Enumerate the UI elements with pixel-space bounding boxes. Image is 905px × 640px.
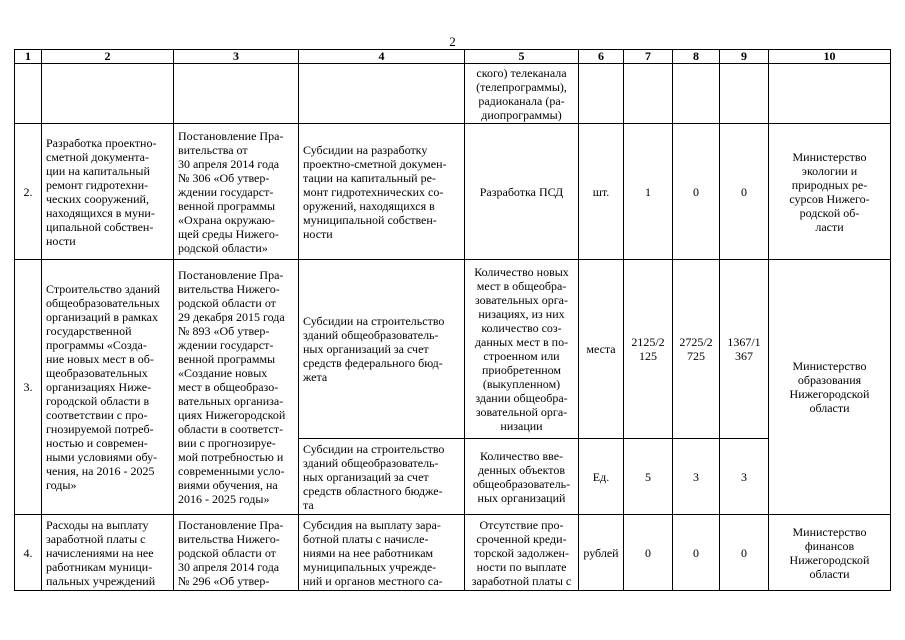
row-number: 4. bbox=[15, 515, 42, 591]
ministry-cell: Министерство экологии и природных ре- сурсов Нижего- родской об- ласти bbox=[769, 124, 891, 260]
table-row-3a bbox=[15, 260, 891, 439]
program-table bbox=[14, 49, 891, 591]
indicator-cell: Разработка ПСД bbox=[465, 124, 579, 260]
header-cell: 8 bbox=[673, 50, 720, 64]
value-cell: 3 bbox=[673, 439, 720, 515]
table-row-continuation bbox=[15, 64, 891, 124]
header-cell: 2 bbox=[42, 50, 174, 64]
header-cell: 4 bbox=[299, 50, 465, 64]
ministry-cell: Министерство образования Нижегородской области bbox=[769, 260, 891, 515]
unit-cell: Ед. bbox=[579, 439, 624, 515]
subsidy-description: Субсидии на строительство зданий общеобразователь- ных организаций за счет средств областного бюдже- та bbox=[299, 439, 465, 515]
activity-name: Строительство зданий общеобразовательных организаций в рамках государственной программы «Созда- ние новых мест в об- щеобразовательных организациях Ниже- городской области в соответствии с про- гнозируемой потреб- ностью и современ- ными условиями обу- чения, на 2016 - 2025 годы» bbox=[42, 260, 174, 515]
unit-cell: шт. bbox=[579, 124, 624, 260]
indicator-cell: Количество вве- денных объектов общеобразователь- ных организаций bbox=[465, 439, 579, 515]
header-row bbox=[15, 50, 891, 64]
value-cell: 5 bbox=[624, 439, 673, 515]
header-cell: 3 bbox=[174, 50, 299, 64]
indicator-cell: Количество новых мест в общеобра- зовательных орга- низациях, из них количество соз- данных мест в по- строенном или приобретенном (выкупленном) здании общеобра- зовательной орга- низации bbox=[465, 260, 579, 439]
table-row-2 bbox=[15, 124, 891, 260]
indicator-cell: Отсутствие про- сроченной креди- торской задолжен- ности по выплате заработной платы с bbox=[465, 515, 579, 591]
value-cell: 3 bbox=[720, 439, 769, 515]
page-number: 2 bbox=[449, 34, 456, 49]
value-cell: 1367/1 367 bbox=[720, 260, 769, 439]
header-cell: 10 bbox=[769, 50, 891, 64]
value-cell: 1 bbox=[624, 124, 673, 260]
indicator-cell: ского) телеканала (телепрограммы), радиоканала (ра- диопрограммы) bbox=[465, 64, 579, 124]
value-cell: 2125/2 125 bbox=[624, 260, 673, 439]
value-cell: 0 bbox=[673, 124, 720, 260]
value-cell: 0 bbox=[673, 515, 720, 591]
activity-name: Разработка проектно- сметной документа- ции на капитальный ремонт гидротехни- ческих сооружений, находящихся в муни- ципальной собствен- ности bbox=[42, 124, 174, 260]
legal-act: Постановление Пра- вительства Нижего- родской области от 30 апреля 2014 года № 296 «Об утвер- bbox=[174, 515, 299, 591]
header-cell: 1 bbox=[15, 50, 42, 64]
subsidy-description: Субсидии на строительство зданий общеобразователь- ных организаций за счет средств федерального бюд- жета bbox=[299, 260, 465, 439]
legal-act: Постановление Пра- вительства от 30 апреля 2014 года № 306 «Об утвер- ждении государст- венной программы «Охрана окружаю- щей среды Нижего- родской области» bbox=[174, 124, 299, 260]
table-row-4 bbox=[15, 515, 891, 591]
header-cell: 7 bbox=[624, 50, 673, 64]
value-cell: 0 bbox=[720, 124, 769, 260]
unit-cell: места bbox=[579, 260, 624, 439]
header-cell: 5 bbox=[465, 50, 579, 64]
subsidy-description: Субсидия на выплату зара- ботной платы с начисле- ниями на нее работникам муниципальных учрежде- ний и органов местного са- bbox=[299, 515, 465, 591]
unit-cell: рублей bbox=[579, 515, 624, 591]
row-number: 3. bbox=[15, 260, 42, 515]
row-number: 2. bbox=[15, 124, 42, 260]
value-cell: 0 bbox=[624, 515, 673, 591]
header-cell: 6 bbox=[579, 50, 624, 64]
value-cell: 0 bbox=[720, 515, 769, 591]
activity-name: Расходы на выплату заработной платы с начислениями на нее работникам муници- пальных учреждений bbox=[42, 515, 174, 591]
header-cell: 9 bbox=[720, 50, 769, 64]
subsidy-description: Субсидии на разработку проектно-сметной докумен- тации на капитальный ре- монт гидротехнических со- оружений, находящихся в муниципальной собствен- ности bbox=[299, 124, 465, 260]
ministry-cell: Министерство финансов Нижегородской области bbox=[769, 515, 891, 591]
legal-act: Постановление Пра- вительства Нижего- родской области от 29 декабря 2015 года № 893 «Об утвер- ждении государст- венной программы «Создание новых мест в общеобразо- вательных организа- циях Нижегородской области в соответст- вии с прогнозируе- мой потребностью и современными усло- виями обучения, на 2016 - 2025 годы» bbox=[174, 260, 299, 515]
value-cell: 2725/2 725 bbox=[673, 260, 720, 439]
